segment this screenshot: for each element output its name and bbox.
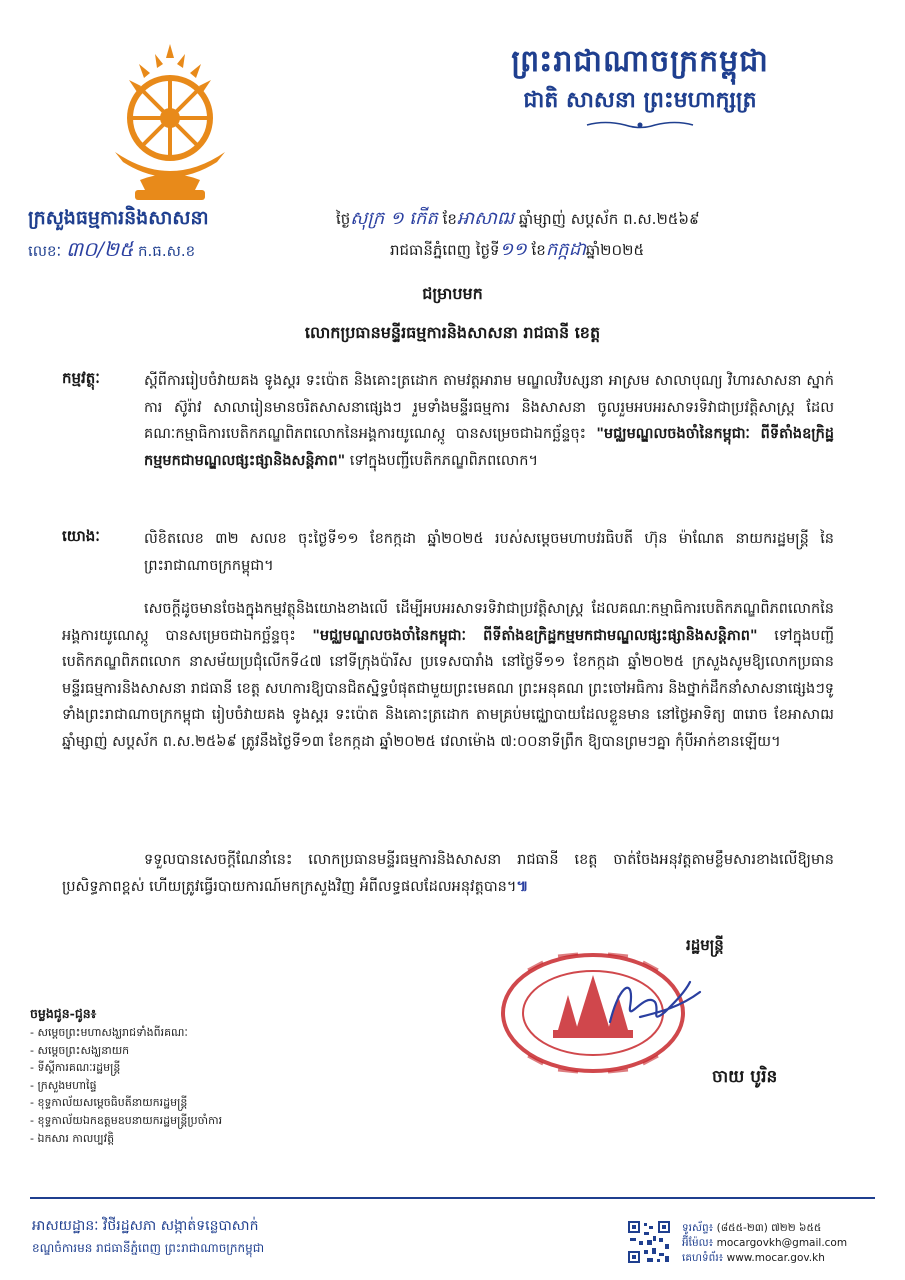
lunar-year: ឆ្នាំម្សាញ់ សប្តស័ក ព.ស.២៥៦៩ — [518, 210, 700, 228]
list-item: - ខុទ្ទកាល័យឯកឧត្តមឧបនាយករដ្ឋមន្ត្រីប្រចាំការ — [30, 1113, 223, 1127]
ministry-name: ក្រសួងធម្មការនិងសាសនា — [28, 207, 209, 229]
solar-year: ឆ្នាំ២០២៥ — [585, 241, 645, 259]
email-link[interactable]: mocargovkh@gmail.com — [716, 1237, 848, 1249]
solar-day: ១១ — [499, 239, 527, 260]
phone-row — [682, 1221, 847, 1236]
ministry-logo — [95, 40, 245, 210]
solar-date-line — [390, 237, 644, 264]
month-prefix-2: ខែ — [531, 241, 546, 259]
body-paragraph-2 — [62, 847, 834, 900]
ref-suffix: ក.ធ.ស.ខ — [138, 242, 196, 260]
closing-mark: ៕ — [516, 878, 529, 895]
solar-month: កក្កដា — [545, 239, 586, 260]
qr-code-icon — [627, 1220, 671, 1264]
list-item: - សម្តេចព្រះសង្ឃនាយក — [30, 1043, 130, 1057]
subject-body: ស្តីពីការរៀបចំវាយគង ទូងស្គរ ទះប៉ោត និងគោះត្រដោក តាមវត្តអារាម មណ្ឌលវិបស្សនា អាស្រម សាលាបុណ្យ វិហារសាសនា ស្នាក់ការ ស៊ូរ៉ាវ សាលារៀនមានចរិតសាសនាផ្សេងៗ រួមទាំងមន្ទីរធម្មការ និងសាសនា ចូលរួមអបអរសាទរទិវាជាប្រវត្តិសាស្ត្រ ដែលគណៈកម្មាធិការបេតិកភណ្ឌពិភពលោកនៃអង្គការយូណេស្កូ បានសម្រេចជាឯកច្ឆ័ន្ទចុះ — [144, 373, 834, 442]
website-link[interactable]: www.mocar.gov.kh — [726, 1252, 825, 1264]
contact-block — [682, 1221, 847, 1266]
para1-intro: សេចក្តីដូចមានចែងក្នុងកម្មវត្ថុនិងយោងខាងលើ ដើម្បីអបអរសាទរទិវាជាប្រវត្តិសាស្ត្រ ដែលគណៈកម្មាធិការបេតិកភណ្ឌពិភពលោកនៃអង្គការយូណេស្កូ បានសម្រេចជាឯកច្ឆ័ន្ទចុះ — [62, 601, 834, 644]
subject-text — [144, 368, 834, 474]
recipient-line: លោកប្រធានមន្ទីរធម្មការនិងសាសនា រាជធានី ខេត្ត — [304, 323, 601, 342]
lunar-date-line — [336, 206, 700, 233]
subject-label: កម្មវត្ថុៈ — [62, 369, 100, 387]
para1-quote: "មជ្ឈមណ្ឌលចងចាំនៃកម្ពុជាៈ ពីទីតាំងឧក្រិដ្ឋកម្មមកជាមណ្ឌលផ្សះផ្សានិងសន្តិភាព" — [312, 627, 758, 644]
footer-address-line-2: ខណ្ឌចំការមន រាជធានីភ្នំពេញ ព្រះរាជាណាចក្រកម្ពុជា — [32, 1241, 265, 1255]
web-label: គេហទំព័រ៖ — [682, 1252, 724, 1264]
reference-text: លិខិតលេខ ៣២ សលខ ចុះថ្ងៃទី១១ ខែកក្កដា ឆ្នាំ២០២៥ របស់សម្តេចមហាបវរធិបតី ហ៊ុន ម៉ាណែត នាយករដ្ឋមន្ត្រី នៃព្រះរាជាណាចក្រកម្ពុជា។ — [144, 531, 834, 574]
lunar-month: អាសាឍ — [456, 208, 515, 229]
list-item: - ទីស្តីការគណៈរដ្ឋមន្ត្រី — [30, 1061, 121, 1075]
month-prefix: ខែ — [442, 210, 457, 228]
date-prefix: ថ្ងៃ — [336, 210, 351, 228]
para1-instructions: ទៅក្នុងបញ្ជីបេតិកភណ្ឌពិភពលោក នាសម័យប្រជុំលើកទី៤៧ នៅទីក្រុងប៉ារីស ប្រទេសបារាំង នៅថ្ងៃទី១១ ខែកក្កដា ឆ្នាំ២០២៥ ក្រសួងសូមឱ្យលោកប្រធានមន្ទីរធម្មការនិងសាសនា រាជធានី ខេត្ត សហការឱ្យបានជិតស្និទ្ធបំផុតជាមួយព្រះមេគណ ព្រះអនុគណ ព្រះចៅអធិការ និងថ្នាក់ដឹកនាំសាសនាផ្សេងៗទូទាំងព្រះរាជាណាចក្រកម្ពុជា រៀបចំវាយគង ទូងស្គរ ទះប៉ោត និងគោះត្រដោក តាមគ្រប់មជ្ឈោបាយដែលខ្លួនមាន នៅថ្ងៃអាទិត្យ ៣រោច ខែអាសាឍ ឆ្នាំម្សាញ់ សប្តស័ក ព.ស.២៥៦៩ ត្រូវនឹងថ្ងៃទី១៣ ខែកក្កដា ឆ្នាំ២០២៥ វេលាម៉ោង ៧:០០នាទីព្រឹក ឱ្យបានព្រមៗគ្នា កុំបីអាក់ខានឡើយ។ — [62, 627, 835, 750]
body-paragraph-1 — [62, 596, 834, 755]
para2-text: ទទួលបានសេចក្តីណែនាំនេះ លោកប្រធានមន្ទីរធម្មការនិងសាសនា រាជធានី ខេត្ត ចាត់ចែងអនុវត្តតាមខ្លឹមសារខាងលើឱ្យមានប្រសិទ្ធភាពខ្ពស់ ហើយត្រូវធ្វើរបាយការណ៍មកក្រសួងវិញ អំពីលទ្ធផលដែលអនុវត្តបាន។ — [62, 852, 834, 895]
notify-heading: ជម្រាបមក — [422, 284, 483, 303]
copy-to-title: ចម្លងជូន-ជូន៖ — [30, 1006, 97, 1021]
place-date-prefix: រាជធានីភ្នំពេញ ថ្ងៃទី — [390, 241, 500, 259]
ref-number: ៣០/២៥ — [65, 237, 134, 261]
email-label: អ៊ីម៉ែល៖ — [682, 1237, 714, 1249]
lunar-day: សុក្រ ១ កើត — [350, 208, 438, 229]
subject-quote: "មជ្ឈមណ្ឌលចងចាំនៃកម្ពុជាៈ ពីទីតាំងឧក្រិដ្ឋកម្មមកជាមណ្ឌលផ្សះផ្សានិងសន្តិភាព" — [144, 426, 835, 469]
web-row — [682, 1251, 847, 1266]
minister-title: រដ្ឋមន្ត្រី — [686, 936, 724, 954]
kingdom-title: ព្រះរាជាណាចក្រកម្ពុជា — [511, 44, 769, 79]
footer-divider — [30, 1197, 875, 1199]
phone-label: ទូរស័ព្ទ៖ — [682, 1222, 714, 1234]
ref-prefix: លេខៈ — [28, 242, 62, 260]
handwritten-signature — [600, 962, 710, 1042]
minister-name: ចាយ បូរិន — [712, 1067, 778, 1087]
list-item: - ក្រសួងមហាផ្ទៃ — [30, 1078, 97, 1092]
national-motto: ជាតិ សាសនា ព្រះមហាក្សត្រ — [523, 88, 757, 113]
email-row — [682, 1236, 847, 1251]
subject-ending: ទៅក្នុងបញ្ជីបេតិកភណ្ឌពិភពលោក។ — [349, 452, 539, 469]
list-item: - ខុទ្ទកាល័យសម្តេចធិបតីនាយករដ្ឋមន្ត្រី — [30, 1096, 188, 1110]
list-item: - សម្តេចព្រះមហាសង្ឃរាជទាំងពីរគណៈ — [30, 1026, 188, 1039]
reference-label: យោងៈ — [62, 527, 100, 545]
phone-number: (៨៥៥-២៣) ៧២២ ៦៥៥ — [716, 1222, 822, 1234]
reference-number-line — [28, 236, 195, 266]
copy-to-list — [30, 1024, 222, 1147]
footer-address-line-1: អាសយដ្ឋានៈ វិថីរដ្ឋសភា សង្កាត់ទន្លេបាសាក់ — [32, 1218, 259, 1234]
list-item: - ឯកសារ កាលប្បវត្តិ — [30, 1131, 115, 1145]
motto-ornament — [585, 118, 695, 132]
